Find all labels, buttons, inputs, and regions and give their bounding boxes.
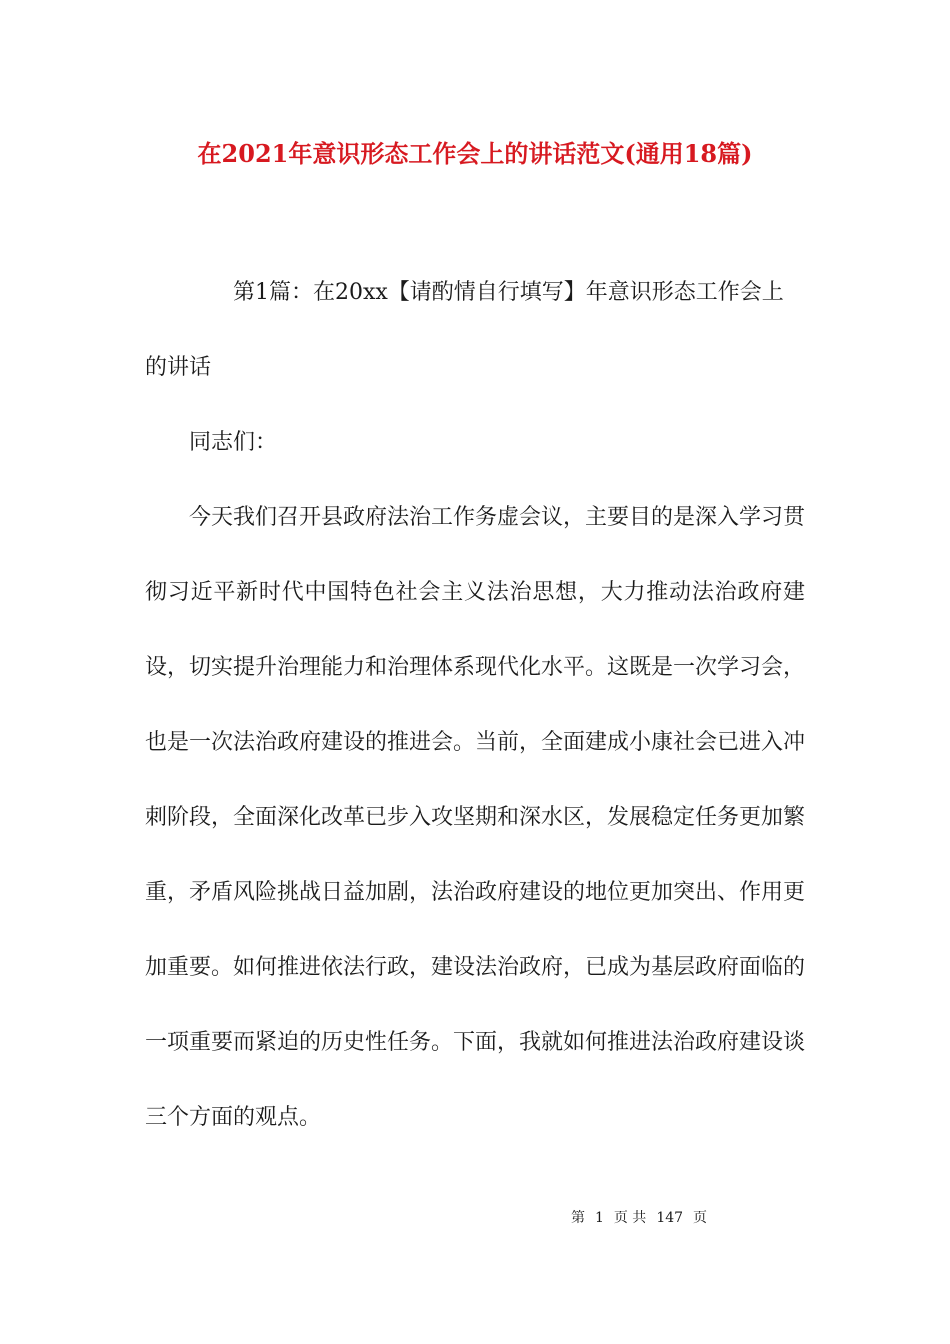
- salutation: 同志们：: [189, 430, 278, 455]
- footer-middle: 页 共: [613, 1210, 647, 1226]
- document-title: 在2021年意识形态工作会上的讲话范文(通用18篇): [197, 139, 753, 168]
- body-paragraph: 今天我们召开县政府法治工作务虚会议，主要目的是深入学习贯彻习近平新时代中国特色社会主义法治思想，大力推动法治政府建设，切实提升治理能力和治理体系现代化水平。这既是一次学习会，也是一次法治政府建设的推进会。当前，全面建成小康社会已进入冲刺阶段，全面深化改革已步入攻坚期和深水区，发展稳定任务更加繁重，矛盾风险挑战日益加剧，法治政府建设的地位更加突出、作用更加重要。如何推进依法行政，建设法治政府，已成为基层政府面临的一项重要而紧迫的历史性任务。下面，我就如何推进法治政府建设谈三个方面的观点。: [145, 505, 806, 1130]
- footer-current-page: 1: [594, 1210, 604, 1226]
- page-footer: [0, 1206, 950, 1230]
- footer-suffix: 页: [693, 1210, 708, 1226]
- section-heading: 第1篇：在20xx【请酌情自行填写】年意识形态工作会上的讲话: [145, 280, 784, 380]
- footer-prefix: 第: [570, 1210, 585, 1226]
- footer-total-pages: 147: [656, 1210, 684, 1226]
